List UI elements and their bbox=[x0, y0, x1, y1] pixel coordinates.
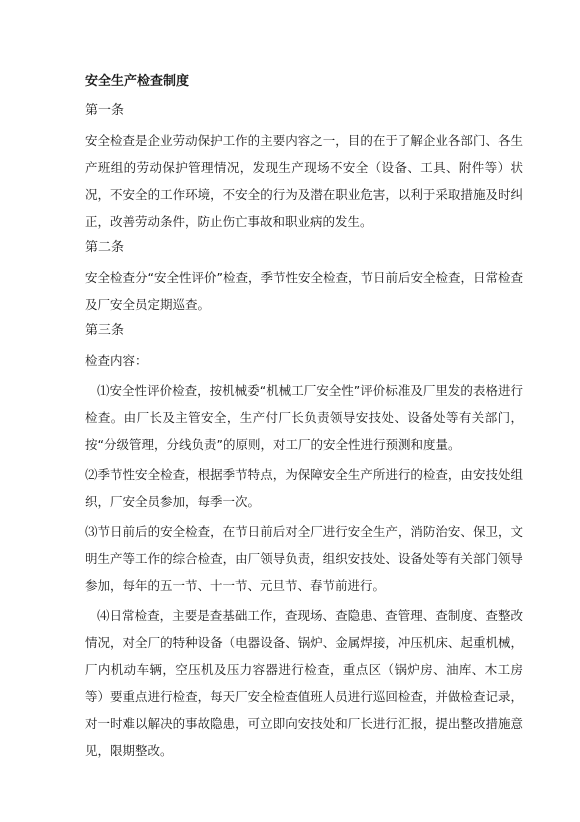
inspection-item-3: ⑶节日前后的安全检查，在节日前后对全厂进行安全生产，消防治安、保卫，文明生产等工作的综合检查，由厂领导负责，组织安技处、设备处等有关部门领导参加，每年的五一节、十一节、元旦节、春节前进行。 bbox=[85, 524, 523, 593]
document-page bbox=[85, 72, 523, 767]
article-1-paragraph: 安全检查是企业劳动保护工作的主要内容之一，目的在于了解企业各部门、各生产班组的劳动保护管理情况，发现生产现场不安全（设备、工具、附件等）状况，不安全的工作环境，不安全的行为及潜在职业危害，以利于采取措施及时纠正，改善劳动条件，防止伤亡事故和职业病的发生。 bbox=[85, 133, 523, 229]
inspection-item-2: ⑵季节性安全检查，根据季节特点，为保障安全生产所进行的检查，由安技处组织，厂安全员参加，每季一次。 bbox=[85, 467, 523, 509]
article-3-heading: 第三条 bbox=[85, 323, 125, 338]
inspection-item-4: ⑷日常检查，主要是查基础工作，查现场、查隐患、查管理、查制度、查整改情况，对全厂的特种设备（电器设备、锅炉、金属焊接，冲压机床、起重机械，厂内机动车辆，空压机及压力容器进行检查，重点区（锅炉房、油库、木工房等）要重点进行检查，每天厂安全检查值班人员进行巡回检查，并做检查记录，对一时难以解决的事故隐患，可立即向安技处和厂长进行汇报，提出整改措施意见，限期整改。 bbox=[85, 608, 523, 758]
article-2-paragraph: 安全检查分“安全性评价”检查，季节性安全检查，节日前后安全检查，日常检查及厂安全员定期巡查。 bbox=[85, 270, 523, 312]
inspection-item-1: ⑴安全性评价检查，按机械委“机械工厂安全性”评价标准及厂里发的表格进行检查。由厂长及主管安全，生产付厂长负责领导安技处、设备处等有关部门，按“分级管理，分线负责”的原则，对工厂的安全性进行预测和度量。 bbox=[85, 383, 523, 452]
article-2-heading: 第二条 bbox=[85, 240, 125, 255]
article-1-heading: 第一条 bbox=[85, 103, 125, 118]
document-title: 安全生产检查制度 bbox=[85, 74, 190, 89]
inspection-content-label: 检查内容： bbox=[85, 353, 148, 368]
